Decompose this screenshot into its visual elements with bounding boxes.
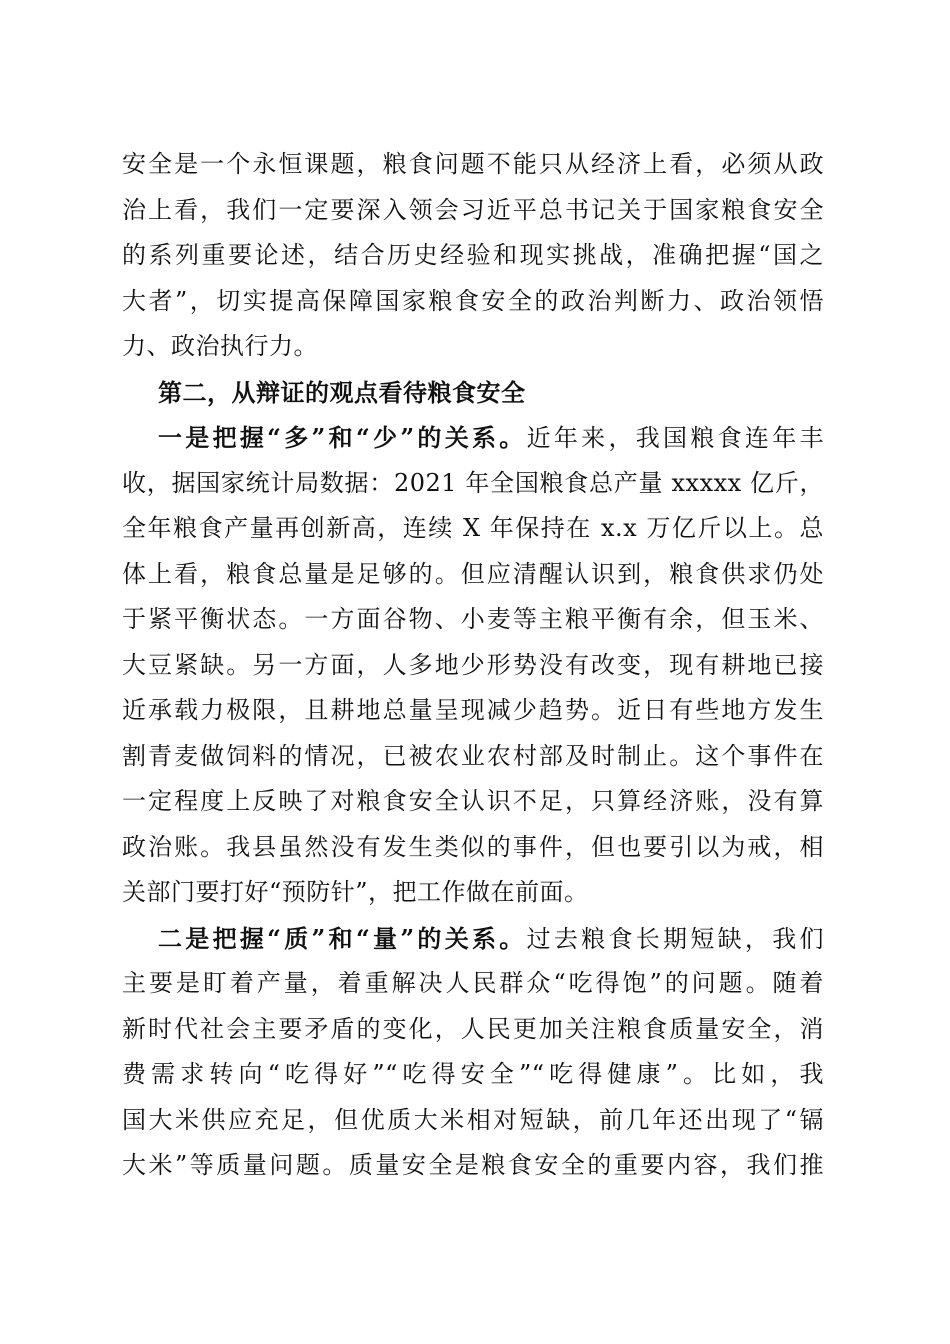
paragraph-1 [122,142,824,370]
text-line: 大豆紧缺。另一方面，人多地少形势没有改变，现有耕地已接 [122,650,824,679]
text-line: 安全是一个永恒课题，粮食问题不能只从经济上看，必须从政 [122,150,824,178]
text-line: 割青麦做饲料的情况，已被农业农村部及时制止。这个事件在 [122,741,824,770]
text-line: 力、政治执行力。 [122,332,318,360]
text-line-first [122,916,824,962]
paragraph-lead-rest: 近年来，我国粮食连年丰 [526,424,825,452]
text-line: 大者”，切实提高保障国家粮食安全的政治判断力、政治领悟 [122,286,824,315]
paragraph-3 [122,415,824,916]
text-line-first [122,415,824,461]
paragraph-lead-rest: 过去粮食长期短缺，我们 [526,924,825,953]
paragraph-lead: 二是把握“质”和“量”的关系。 [158,923,527,953]
section-heading: 第二，从辩证的观点看待粮食安全 [158,377,526,407]
text-line: 体上看，粮食总量是足够的。但应清醒认识到，粮食供求仍处 [122,559,824,588]
paragraph-lead: 一是把握“多”和“少”的关系。 [158,423,527,452]
text-line: 全年粮食产量再创新高，连续 X 年保持在 x.x 万亿斤以上。总 [122,514,824,542]
text-line: 主要是盯着产量，着重解决人民群众“吃得饱”的问题。随着 [122,969,824,997]
text-line: 费需求转向“吃得好”“吃得安全”“吃得健康”。比如，我 [122,1060,824,1088]
text-line: 大米”等质量问题。质量安全是粮食安全的重要内容，我们推 [122,1151,824,1179]
text-line: 治上看，我们一定要深入领会习近平总书记关于国家粮食安全 [122,195,824,224]
text-line: 新时代社会主要矛盾的变化，人民更加关注粮食质量安全，消 [122,1014,824,1043]
paragraph-4 [122,916,824,1189]
text-line: 收，据国家统计局数据：2021 年全国粮食总产量 xxxxx 亿斤， [122,468,824,497]
text-line: 国大米供应充足，但优质大米相对短缺，前几年还出现了“镉 [122,1105,824,1134]
text-line: 政治账。我县虽然没有发生类似的事件，但也要引以为戒，相 [122,832,824,861]
text-line: 关部门要打好“预防针”，把工作做在前面。 [122,878,589,906]
text-line: 于紧平衡状态。一方面谷物、小麦等主粮平衡有余，但玉米、 [122,605,824,633]
text-line: 一定程度上反映了对粮食安全认识不足，只算经济账，没有算 [122,787,824,815]
text-line: 近承载力极限，且耕地总量呈现减少趋势。近日有些地方发生 [122,696,824,724]
document-body [122,142,824,1189]
text-line: 的系列重要论述，结合历史经验和现实挑战，准确把握“国之 [122,241,824,269]
